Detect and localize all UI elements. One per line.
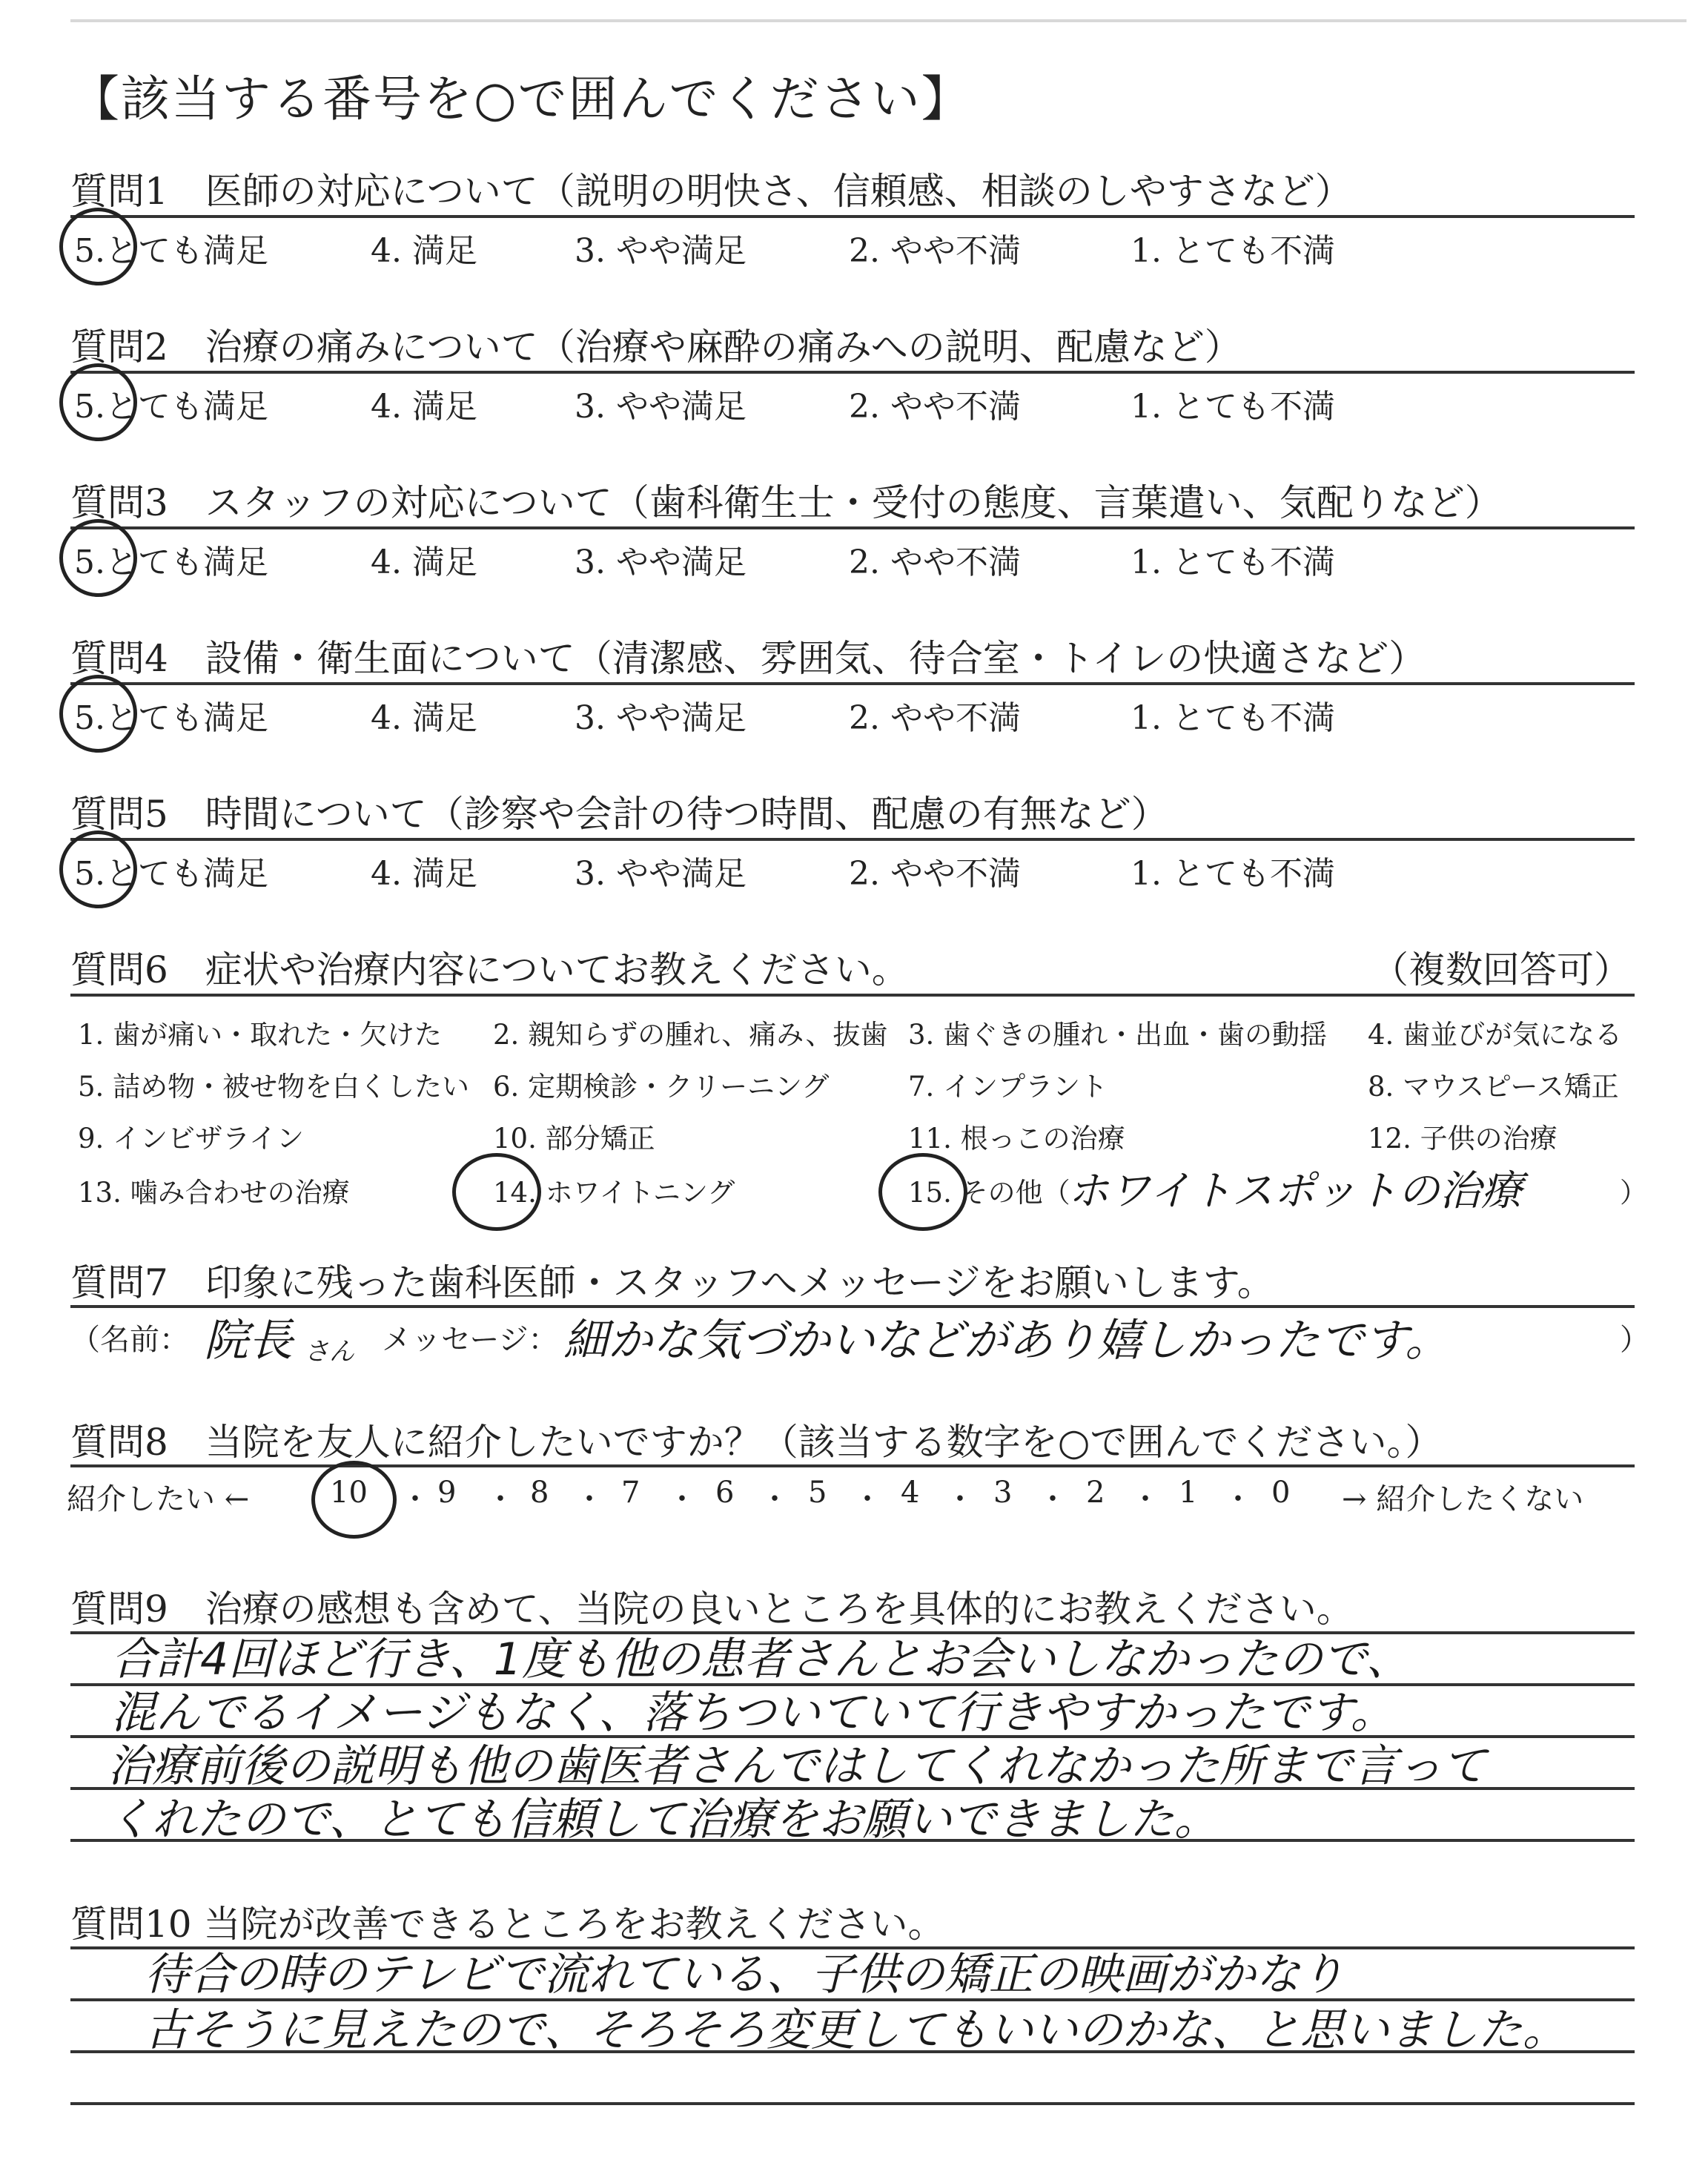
q9-handwritten-line-1: 合計4回ほど行き、1度も他の患者さんとお会いしなかったので、 (111, 1634, 1411, 1685)
q6-item-2[interactable]: 2. 親知らずの腫れ、痛み、抜歯 (493, 1019, 888, 1051)
question-3-rule (70, 526, 1635, 529)
q8-value-10[interactable]: 10 (330, 1476, 368, 1510)
q8-right-label: → 紹介したくない (1342, 1482, 1584, 1516)
question-9-label: 質問9 治療の感想も含めて、当院の良いところを具体的にお教えください。 (70, 1588, 1354, 1631)
q7-name-handwritten: 院長 (204, 1315, 293, 1367)
q4-selected-circle (59, 675, 137, 753)
q8-value-2[interactable]: 2 (1086, 1476, 1105, 1510)
q6-item-14[interactable]: 14. ホワイトニング (493, 1177, 735, 1209)
question-6-note: （複数回答可） (1371, 948, 1631, 991)
question-6-label: 質問6 症状や治療内容についてお教えください。 (70, 948, 909, 991)
q6-item-7[interactable]: 7. インプラント (908, 1071, 1108, 1103)
q5-option-2[interactable]: 2. やや不満 (849, 855, 1021, 893)
q3-option-1[interactable]: 1. とても不満 (1131, 544, 1335, 581)
q3-option-4[interactable]: 4. 満足 (371, 544, 477, 581)
q8-sep: ・ (486, 1482, 515, 1516)
q2-option-1[interactable]: 1. とても不満 (1131, 388, 1335, 426)
question-5-rule (70, 838, 1635, 841)
q8-value-3[interactable]: 3 (993, 1476, 1013, 1510)
q8-value-0[interactable]: 0 (1271, 1476, 1291, 1510)
q6-item-1[interactable]: 1. 歯が痛い・取れた・欠けた (78, 1019, 443, 1051)
q2-selected-circle (59, 363, 137, 441)
q5-option-5[interactable]: 5.とても満足 (74, 855, 268, 893)
q3-selected-circle (59, 519, 137, 597)
q6-item-12[interactable]: 12. 子供の治療 (1368, 1123, 1558, 1155)
question-4-rule (70, 682, 1635, 685)
q7-name-label: （名前： (70, 1323, 189, 1357)
q9-handwritten-line-2: 混んでるイメージもなく、落ちついていて行きやすかったです。 (111, 1687, 1395, 1739)
q8-value-5[interactable]: 5 (808, 1476, 827, 1510)
q8-left-label: 紹介したい ← (67, 1482, 250, 1516)
q6-item-13[interactable]: 13. 噛み合わせの治療 (78, 1177, 350, 1209)
question-7-label: 質問7 印象に残った歯科医師・スタッフへメッセージをお願いします。 (70, 1261, 1274, 1304)
q5-selected-circle (59, 830, 137, 908)
q1-option-3[interactable]: 3. やや満足 (575, 232, 747, 270)
q1-selected-circle (59, 208, 137, 285)
q8-sep: ・ (575, 1482, 604, 1516)
q6-item-11[interactable]: 11. 根っこの治療 (908, 1123, 1125, 1155)
q7-close-paren: ） (1620, 1323, 1649, 1357)
q6-item-15[interactable]: 15. その他（ (908, 1177, 1070, 1209)
q8-value-9[interactable]: 9 (437, 1476, 457, 1510)
q8-sep: ・ (1223, 1482, 1253, 1516)
q6-selected-circle-15 (878, 1153, 967, 1231)
q8-sep: ・ (400, 1482, 430, 1516)
question-2-label: 質問2 治療の痛みについて（治療や麻酔の痛みへの説明、配慮など） (70, 326, 1242, 369)
q4-option-5[interactable]: 5.とても満足 (74, 699, 268, 737)
q5-option-1[interactable]: 1. とても不満 (1131, 855, 1335, 893)
q3-option-5[interactable]: 5.とても満足 (74, 544, 268, 581)
q8-value-8[interactable]: 8 (530, 1476, 549, 1510)
q8-value-4[interactable]: 4 (901, 1476, 920, 1510)
q3-option-3[interactable]: 3. やや満足 (575, 544, 747, 581)
q8-sep: ・ (1131, 1482, 1160, 1516)
question-8-label: 質問8 当院を友人に紹介したいですか？（該当する数字を○で囲んでください。） (70, 1421, 1443, 1464)
question-1-label: 質問1 医師の対応について（説明の明快さ、信頼感、相談のしやすさなど） (70, 170, 1352, 213)
q6-item-15-close: ） (1620, 1177, 1647, 1209)
scan-top-edge (70, 19, 1687, 22)
q6-item-5[interactable]: 5. 詰め物・被せ物を白くしたい (78, 1071, 470, 1103)
q9-handwritten-line-3: 治療前後の説明も他の歯医者さんではしてくれなかった所まで言って (107, 1740, 1486, 1792)
question-4-label: 質問4 設備・衛生面について（清潔感、雰囲気、待合室・トイレの快適さなど） (70, 637, 1426, 680)
q6-item-3[interactable]: 3. 歯ぐきの腫れ・出血・歯の動揺 (908, 1019, 1328, 1051)
q5-option-4[interactable]: 4. 満足 (371, 855, 477, 893)
q8-sep: ・ (1038, 1482, 1068, 1516)
q4-option-3[interactable]: 3. やや満足 (575, 699, 747, 737)
q6-other-handwritten: ホワイトスポットの治療 (1068, 1167, 1523, 1215)
q6-item-8[interactable]: 8. マウスピース矯正 (1368, 1071, 1619, 1103)
q1-option-5[interactable]: 5.とても満足 (74, 232, 268, 270)
q2-option-2[interactable]: 2. やや不満 (849, 388, 1021, 426)
q8-value-7[interactable]: 7 (621, 1476, 640, 1510)
page-title: 【該当する番号を○で囲んでください】 (70, 70, 972, 128)
q7-name-suffix: さん (304, 1337, 354, 1367)
q8-sep: ・ (853, 1482, 882, 1516)
question-10-label: 質問10 当院が改善できるところをお教えください。 (70, 1903, 945, 1946)
q5-option-3[interactable]: 3. やや満足 (575, 855, 747, 893)
question-8-rule (70, 1464, 1635, 1467)
q8-sep: ・ (667, 1482, 697, 1516)
q2-option-3[interactable]: 3. やや満足 (575, 388, 747, 426)
q6-item-6[interactable]: 6. 定期検診・クリーニング (493, 1071, 830, 1103)
q4-option-4[interactable]: 4. 満足 (371, 699, 477, 737)
question-5-label: 質問5 時間について（診察や会計の待つ時間、配慮の有無など） (70, 793, 1168, 836)
q2-option-4[interactable]: 4. 満足 (371, 388, 477, 426)
q10-handwritten-line-2: 古そうに見えたので、そろそろ変更してもいいのかな、と思いました。 (145, 2004, 1567, 2056)
q4-option-2[interactable]: 2. やや不満 (849, 699, 1021, 737)
q6-item-4[interactable]: 4. 歯並びが気になる (1368, 1019, 1623, 1051)
q7-message-handwritten: 細かな気づかいなどがあり嬉しかったです。 (563, 1315, 1450, 1367)
q1-option-1[interactable]: 1. とても不満 (1131, 232, 1335, 270)
q2-option-5[interactable]: 5.とても満足 (74, 388, 268, 426)
q6-selected-circle-14 (452, 1153, 541, 1231)
q1-option-4[interactable]: 4. 満足 (371, 232, 477, 270)
question-3-label: 質問3 スタッフの対応について（歯科衛生士・受付の態度、言葉遣い、気配りなど） (70, 481, 1502, 524)
q6-item-10[interactable]: 10. 部分矯正 (493, 1123, 655, 1155)
q8-sep: ・ (760, 1482, 790, 1516)
q1-option-2[interactable]: 2. やや不満 (849, 232, 1021, 270)
q8-sep: ・ (945, 1482, 975, 1516)
q6-item-9[interactable]: 9. インビザライン (78, 1123, 304, 1155)
q4-option-1[interactable]: 1. とても不満 (1131, 699, 1335, 737)
q10-handwritten-line-1: 待合の時のテレビで流れている、子供の矯正の映画がかなり (145, 1949, 1345, 2001)
q8-value-1[interactable]: 1 (1179, 1476, 1198, 1510)
q9-handwritten-line-4: くれたので、とても信頼して治療をお願いできました。 (107, 1794, 1219, 1846)
q10-rule-4 (70, 2102, 1635, 2105)
q8-selected-circle (311, 1461, 397, 1539)
q8-value-6[interactable]: 6 (715, 1476, 735, 1510)
question-1-rule (70, 215, 1635, 218)
q3-option-2[interactable]: 2. やや不満 (849, 544, 1021, 581)
q7-message-label: メッセージ： (382, 1323, 558, 1357)
question-6-rule (70, 994, 1635, 997)
question-2-rule (70, 371, 1635, 374)
